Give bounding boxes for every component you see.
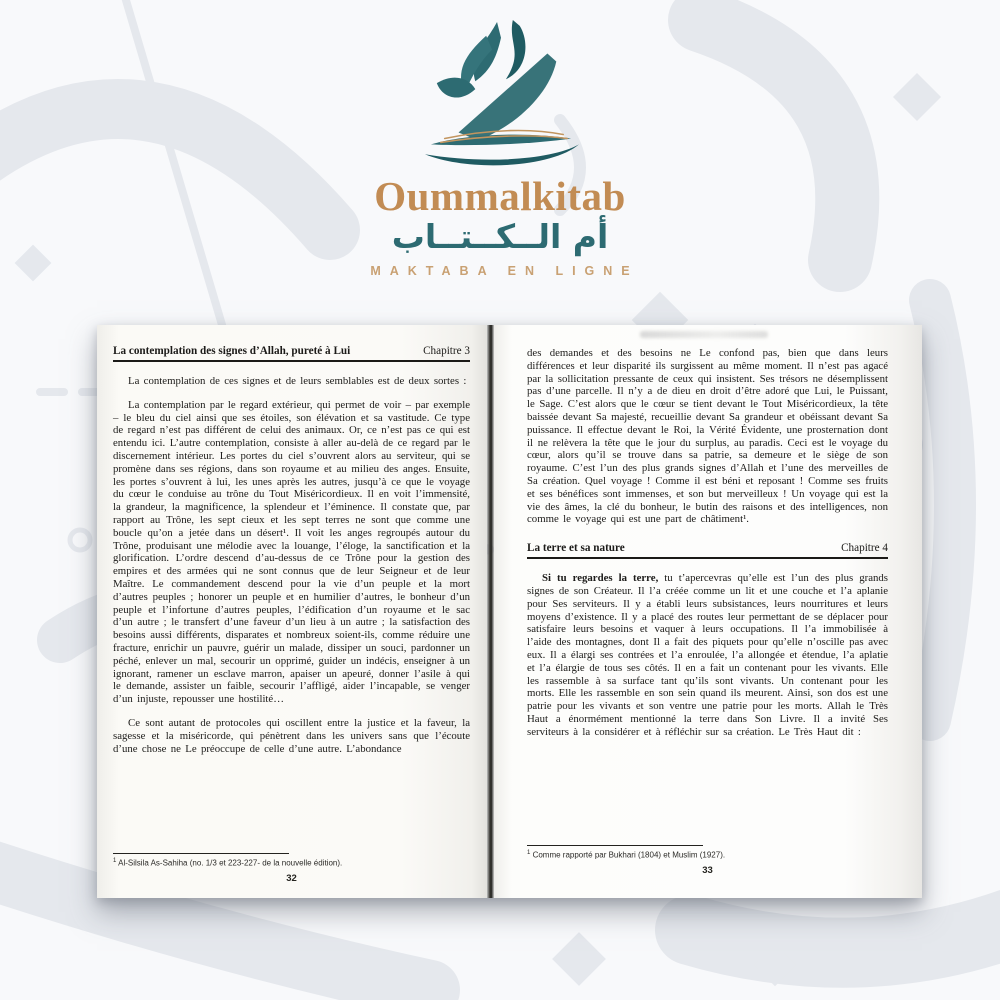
right-page-body (527, 347, 888, 739)
logo-calligraphy-icon (400, 18, 600, 176)
left-chapter-number: Chapitre 3 (423, 345, 470, 357)
right-page-number: 33 (702, 865, 713, 876)
left-footnote (113, 858, 470, 868)
paragraph-lead-bold: Si tu regardes la terre, (542, 572, 659, 585)
left-footnote-block (113, 853, 470, 884)
paragraph-rest: tu t’apercevras qu’elle est l’un des plus grands signes de son Créateur. Il l’a créée comme un lit et une couche et l’a aplanie pour Ses serviteurs. Il y a établi leurs subsistances, leurs nourritures et leurs moyens d’existence. Il y a placé des routes leur permettant de se déplacer pour satisfaire leurs besoins et vaquer à leurs occupations. Il l’a immobilisée à l’aide des montagnes, dont Il a fait des piquets pour qu’elle n’oscille pas avec eux. Il a élargi ses contrées et l’a enroulée, l’a allongée et étendue, l’a aplatie et l’a élargie de tous ses côtés. Il en a fait un contenant pour les vivants. Elle les rassemble à sa surface tant qu’ils sont vivants. Un contenant pour les morts. Elle les rassemble en son sein quand ils meurent. Ainsi, son dos est une patrie pour les vivants et son ventre une patrie pour les morts. Allah le Très Haut a énormément mentionné la terre dans Son Livre. Il a invité Ses serviteurs à la considérer et à réfléchir sur sa création. Le Très Haut dit : (527, 572, 889, 738)
right-chapter-header (527, 542, 888, 559)
footnote-text: Comme rapporté par Bukhari (1804) et Muslim (1927). (530, 851, 726, 860)
book-page-left (97, 325, 487, 898)
right-chapter-title: La terre et sa nature (527, 542, 625, 555)
book-spine-gutter (487, 325, 494, 898)
right-footnote-block (527, 845, 888, 876)
footnote-rule (113, 853, 289, 854)
right-chapter-number: Chapitre 4 (841, 542, 888, 555)
paragraph: des demandes et des besoins ne Le confond pas, bien que dans leurs différences et leur disparité ils surgissent au même moment. Il n’est pas agacé par la sollicitation pressante de ceux qui insistent. Ses trésors ne désemplissent pas d’une parcelle. Il n’y a de dieu en droit d’être adoré que Lui, le Puissant, le Sage. C’est alors que le cœur se tient devant le Tout Miséricordieux, la tête baissée devant Sa majesté, recueillie devant Sa grandeur et obéissant devant Sa puissance. Il effectue devant le Roi, la Vérité Évidente, une prosternation dont il ne relèvera la tête que le jour du surplus, au paradis. Ceci est le voyage du cœur, alors qu’il se trouve dans sa patrie, sa demeure et le siège de son royaume. C’est l’un des plus grands signes d’Allah et l’une des merveilles de Sa création. Quel voyage ! Comme il est béni et reposant ! Comme ses fruits et ses bénéfices sont immenses, et son but merveilleux ! Un voyage qui est la vie des âmes, la clé du bonheur, le butin des raisons et des intelligences, non comme le voyage qui est une part de châtiment¹. (527, 347, 888, 526)
ink-showthrough-smudge (640, 331, 768, 338)
left-chapter-header (113, 345, 470, 362)
spacer (113, 362, 470, 375)
footnote-marker: 1 (527, 850, 531, 857)
footnote-text: Al-Silsila As-Sahiha (no. 1/3 et 223-227- de la nouvelle édition). (116, 859, 343, 868)
logo (0, 18, 1000, 278)
paragraph: La contemplation par le regard extérieur, qui permet de voir – par exemple – le bleu du ciel ainsi que ses étoiles, son élévation et sa vastitude. Ce type de regard n’est pas différent de celui des animaux. Or, ce n’est pas ce qui est entendu ici. L’autre contemplation, consiste à aller au-delà de ce regard par le discernement intérieur. Les portes du ciel s’ouvrent alors au serviteur, qui se promène dans ses régions, dans son royaume et au milieu des anges. Ensuite, les portes s’ouvrent à lui, les unes après les autres, jusqu’à ce que le voyage du cœur le conduise au trône du Tout Miséricordieux. Il en voit l’immensité, la grandeur, la magnificence, la splendeur et l’éminence. Il constate que, par rapport au Trône, les sept cieux et les sept terres ne sont que comme une boucle qu’on a jetée dans un désert¹. Il voit les anges regroupés autour du Trône, produisant une mélodie avec la louange, l’éloge, la sanctification et la glorification. L’ordre descend d’au-dessus de ce Trône pour la gestion des empires et des armées qui ne sont connus que de leur Seigneur et de leur Maître. Le commandement descend pour la vie d’un peuple et la mort d’autres peuples ; honorer un peuple et en humilier d’autres, le bonheur d’un peuple et l’infortune d’autres peuples, l’édification d’un royaume et le sac d’un autre ; le transfert d’une faveur d’un lieu à un autre ; la satisfaction des besoins aussi différents, disparates et nombreux soient-ils, comme réduire une fracture, enrichir un pauvre, guérir un malade, dissiper un souci, pardonner un péché, enlever un mal, secourir un opprimé, guider un indécis, enseigner à un ignorant, ramener un esclave marron, apaiser un apeuré, donner l’asile à qui le demande, assister un faible, secourir l’affligé, aider l’incapable, se venger d’un injuste, repousser une hostilité… (113, 398, 470, 706)
left-page-body (113, 375, 470, 755)
brand-name: Oummalkitab (374, 173, 626, 219)
footnote-marker: 1 (113, 858, 117, 865)
left-chapter-title: La contemplation des signes d’Allah, pureté à Lui (113, 345, 351, 357)
left-page-number: 32 (286, 873, 297, 884)
book-page-right (494, 325, 922, 898)
right-footnote (527, 850, 888, 860)
open-book (97, 325, 922, 898)
paragraph: Ce sont autant de protocoles qui oscillent entre la justice et la faveur, la sagesse et la miséricorde, qui pénètrent dans les univers sans que l’écoute d’une chose ne Le préoccupe de celle d’une autre. L’abondance (113, 716, 470, 755)
brand-name-arabic: أم الــكــتــاب (391, 217, 609, 256)
paragraph: La contemplation de ces signes et de leurs semblables est de deux sortes : (128, 375, 467, 387)
footnote-rule (527, 845, 703, 846)
brand-tagline: MAKTABA EN LIGNE (370, 263, 639, 278)
paragraph (527, 572, 888, 738)
